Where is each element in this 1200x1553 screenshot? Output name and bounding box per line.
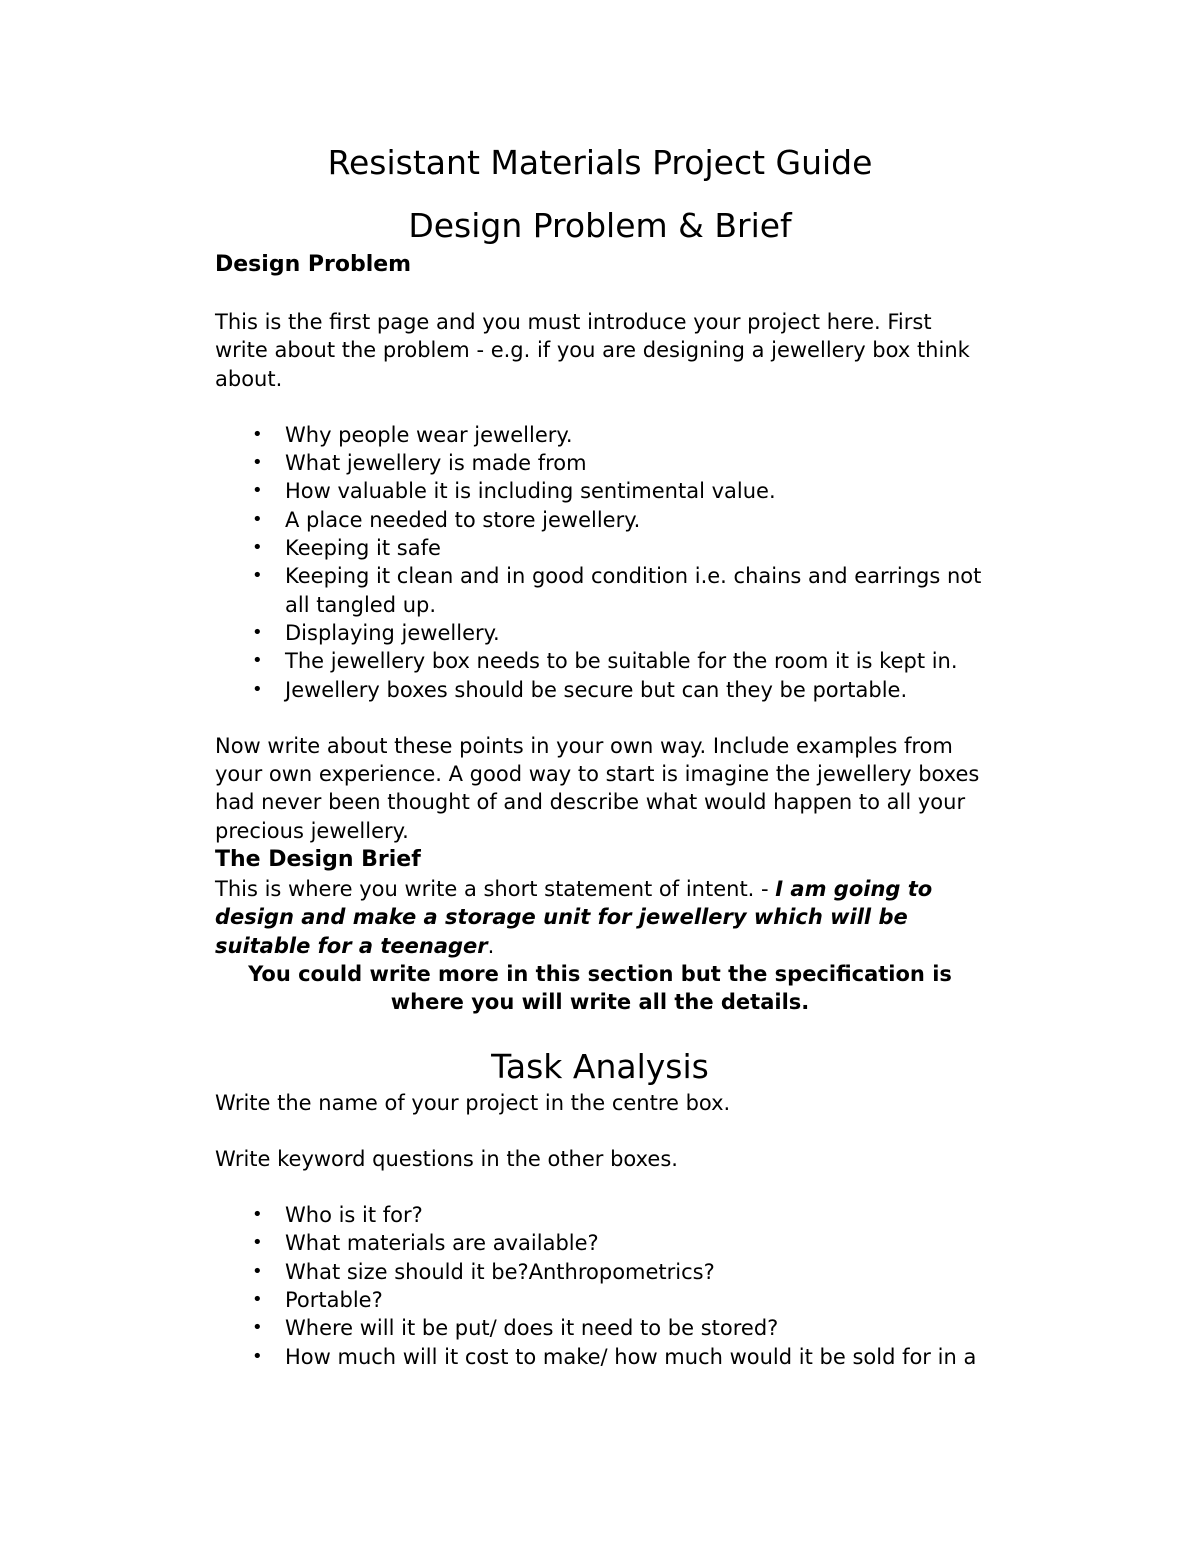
bullet-icon: • [252,537,263,559]
bullet-icon: • [252,1345,263,1367]
list-item: • Jewellery boxes should be secure but can they be portable. [215,676,985,704]
list-item: • The jewellery box needs to be suitable for the room it is kept in. [215,647,985,675]
bullet-icon: • [252,508,263,530]
bullet-icon: • [252,565,263,587]
bullet-icon: • [252,1289,263,1311]
design-problem-instructions: Now write about these points in your own way. Include examples from your own experience. A good way to start is imagine the jewellery boxes had never been thought of and describe what would happen to all your precious jewellery. [215,733,980,843]
bullet-icon: • [252,452,263,474]
bullet-icon: • [252,678,263,700]
list-item: • Why people wear jewellery. [215,421,985,449]
design-brief-lead: This is where you write a short statement of intent. - [215,877,776,902]
design-problem-heading: Design Problem [215,252,412,277]
list-item: • How much will it cost to make/ how much would it be sold for in a [215,1343,985,1371]
task-analysis-line-2: Write keyword questions in the other boxes. [215,1146,678,1171]
bullet-icon: • [252,1317,263,1339]
list-item: • Displaying jewellery. [215,619,985,647]
bullet-icon: • [252,1260,263,1282]
list-item: • Who is it for? [215,1201,985,1229]
bullet-icon: • [252,423,263,445]
list-item: • Keeping it clean and in good condition i.e. chains and earrings not all tangled up. [252,564,982,617]
list-item: • What materials are available? [215,1229,985,1257]
bullet-icon: • [252,1204,263,1226]
bullet-icon: • [252,650,263,672]
task-analysis-title: Task Analysis [491,1046,709,1086]
task-analysis-line-1: Write the name of your project in the centre box. [215,1090,731,1115]
design-brief-heading: The Design Brief [215,847,421,873]
design-brief-statement: I am going to design and make a storage unit for jewellery which will be suitable for a teenager [215,877,933,958]
bullet-icon: • [252,480,263,502]
document-body [215,140,985,1371]
bullet-icon: • [252,621,263,643]
list-item: • What size should it be?Anthropometrics? [215,1258,985,1286]
list-item: • How valuable it is including sentimental value. [215,477,985,505]
section-title: Design Problem & Brief [408,206,792,245]
list-item: • What jewellery is made from [215,449,985,477]
list-item: • Portable? [215,1286,985,1314]
design-brief-text [215,875,985,960]
list-item: • Where will it be put/ does it need to be stored? [215,1314,985,1342]
bullet-icon: • [252,1232,263,1254]
design-problem-intro: This is the first page and you must introduce your project here. First write about the problem - e.g. if you are designing a jewellery box think about. [215,310,970,391]
document-title: Resistant Materials Project Guide [327,143,873,182]
design-problem-list [215,421,985,704]
list-item: • A place needed to store jewellery. [215,506,985,534]
list-item: • Keeping it safe [215,534,985,562]
design-brief-statement-end: . [487,933,495,958]
design-brief-note: You could write more in this section but the specification is where you will write all the details. [248,961,952,1015]
task-analysis-list [215,1201,985,1371]
